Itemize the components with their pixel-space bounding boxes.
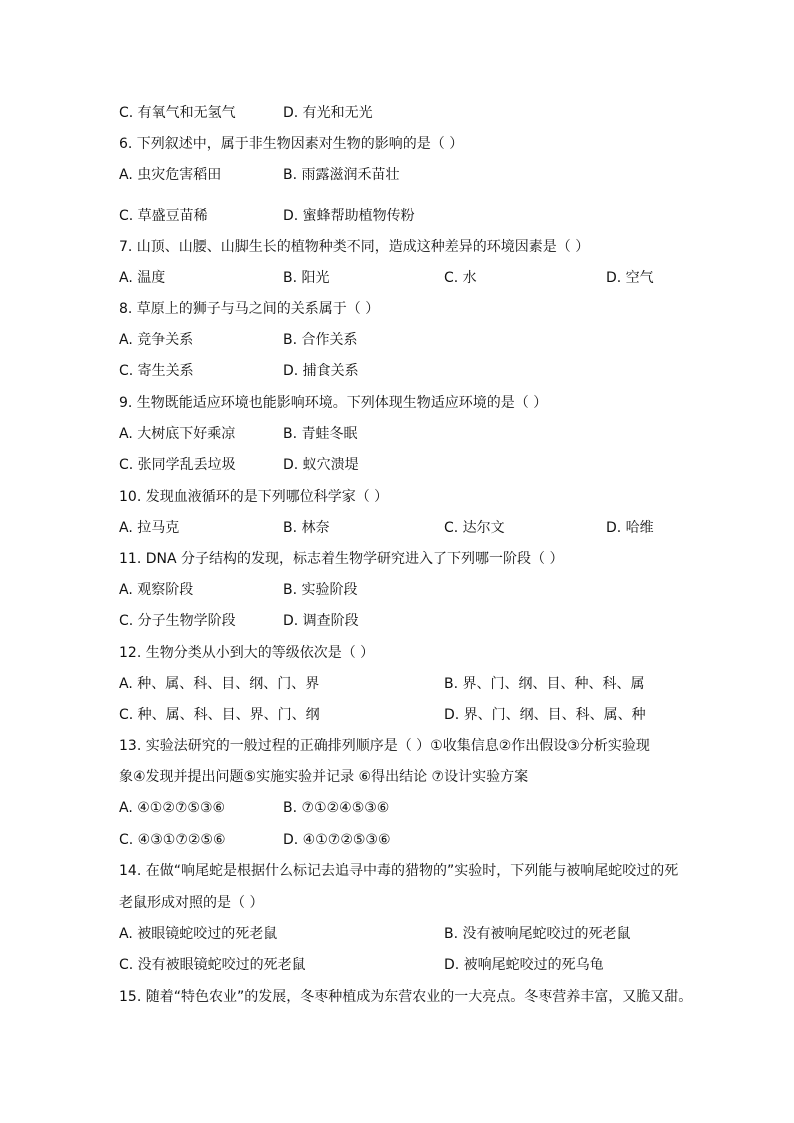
answer-option: C. 张同学乱丢垃圾 xyxy=(119,457,236,473)
question-text: 老鼠形成对照的是（ ） xyxy=(119,895,264,911)
answer-option: A. 被眼镜蛇咬过的死老鼠 xyxy=(119,926,278,942)
question-text: 12. 生物分类从小到大的等级依次是（ ） xyxy=(119,645,375,661)
answer-option: C. 寄生关系 xyxy=(119,363,194,379)
answer-option: B. 雨露滋润禾苗壮 xyxy=(283,167,400,183)
answer-option: D. 调查阶段 xyxy=(283,613,359,629)
answer-option: B. 阳光 xyxy=(283,270,330,286)
question-text: 11. DNA 分子结构的发现，标志着生物学研究进入了下列哪一阶段（ ） xyxy=(119,551,564,567)
answer-option: A. 拉马克 xyxy=(119,520,180,536)
answer-option: B. 界、门、纲、目、种、科、属 xyxy=(444,676,645,692)
answer-option: D. 有光和无光 xyxy=(283,105,373,121)
answer-option: D. 捕食关系 xyxy=(283,363,359,379)
answer-option: C. 有氧气和无氢气 xyxy=(119,105,236,121)
question-text: 15. 随着“特色农业”的发展，冬枣种植成为东营农业的一大亮点。冬枣营养丰富，又脆又甜。 xyxy=(119,989,693,1005)
answer-option: D. 哈维 xyxy=(606,520,654,536)
question-text: 13. 实验法研究的一般过程的正确排列顺序是（ ）①收集信息②作出假设③分析实验现 xyxy=(119,738,650,754)
question-text: 6. 下列叙述中，属于非生物因素对生物的影响的是（ ） xyxy=(119,136,464,152)
answer-option: A. 观察阶段 xyxy=(119,582,194,598)
answer-option: C. 没有被眼镜蛇咬过的死老鼠 xyxy=(119,957,306,973)
answer-option: D. 被响尾蛇咬过的死乌龟 xyxy=(444,957,604,973)
answer-option: C. 草盛豆苗稀 xyxy=(119,208,208,224)
question-text: 10. 发现血液循环的是下列哪位科学家（ ） xyxy=(119,489,389,505)
answer-option: B. 合作关系 xyxy=(283,332,358,348)
question-text: 7. 山顶、山腰、山脚生长的植物种类不同，造成这种差异的环境因素是（ ） xyxy=(119,239,590,255)
answer-option: B. 青蛙冬眠 xyxy=(283,426,358,442)
question-text: 14. 在做“响尾蛇是根据什么标记去追寻中毒的猎物的”实验时，下列能与被响尾蛇咬过的死 xyxy=(119,863,679,879)
answer-option: D. 界、门、纲、目、科、属、种 xyxy=(444,707,646,723)
answer-option: B. ⑦①②④⑤③⑥ xyxy=(283,800,390,816)
answer-option: A. 竞争关系 xyxy=(119,332,194,348)
answer-option: A. 种、属、科、目、纲、门、界 xyxy=(119,676,320,692)
answer-option: C. 分子生物学阶段 xyxy=(119,613,236,629)
question-text: 8. 草原上的狮子与马之间的关系属于（ ） xyxy=(119,301,380,317)
answer-option: B. 实验阶段 xyxy=(283,582,358,598)
answer-option: A. 大树底下好乘凉 xyxy=(119,426,236,442)
answer-option: C. 水 xyxy=(444,270,477,286)
answer-option: B. 没有被响尾蛇咬过的死老鼠 xyxy=(444,926,631,942)
answer-option: C. ④③①⑦②⑤⑥ xyxy=(119,832,226,848)
question-text: 9. 生物既能适应环境也能影响环境。下列体现生物适应环境的是（ ） xyxy=(119,395,548,411)
answer-option: C. 种、属、科、目、界、门、纲 xyxy=(119,707,320,723)
answer-option: D. 蜜蜂帮助植物传粉 xyxy=(283,208,415,224)
answer-option: A. 虫灾危害稻田 xyxy=(119,167,222,183)
answer-option: D. 空气 xyxy=(606,270,654,286)
question-text: 象④发现并提出问题⑤实施实验并记录 ⑥得出结论 ⑦设计实验方案 xyxy=(119,769,529,785)
answer-option: D. 蚁穴溃堤 xyxy=(283,457,359,473)
answer-option: B. 林奈 xyxy=(283,520,330,536)
answer-option: A. 温度 xyxy=(119,270,166,286)
answer-option: A. ④①②⑦⑤③⑥ xyxy=(119,800,226,816)
answer-option: D. ④①⑦②⑤③⑥ xyxy=(283,832,391,848)
answer-option: C. 达尔文 xyxy=(444,520,505,536)
